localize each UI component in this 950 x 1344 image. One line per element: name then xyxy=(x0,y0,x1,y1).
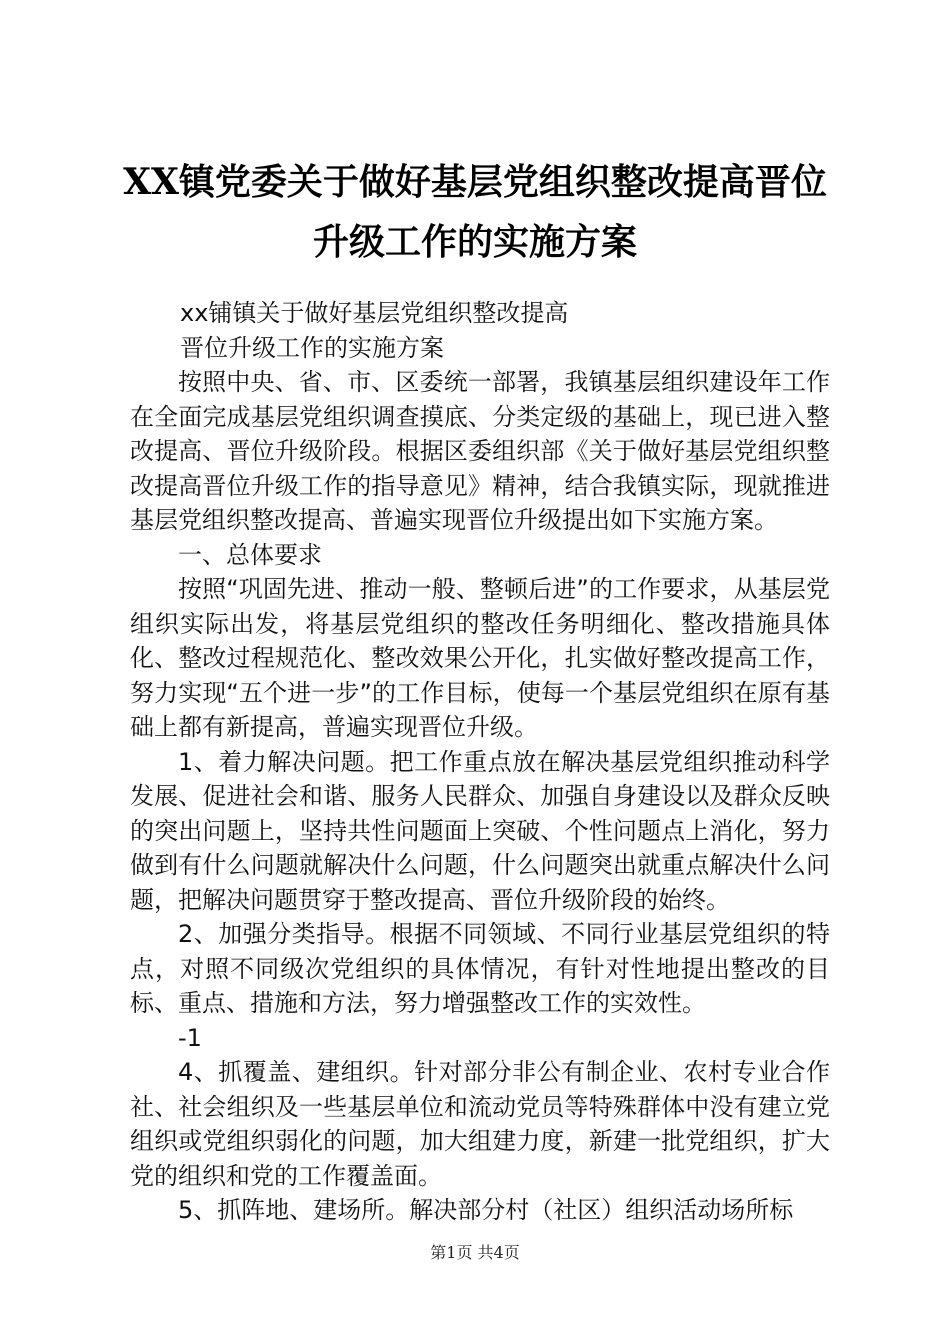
subtitle-line-2: 晋位升级工作的实施方案 xyxy=(180,333,444,362)
document-title-line-1: XX镇党委关于做好基层党组织整改提高晋位 xyxy=(123,161,827,203)
page-marker: -1 xyxy=(178,1023,202,1052)
paragraph-item-2: 2、加强分类指导。根据不同领域、不同行业基层党组织的特点，对照不同级次党组织的具体情况，有针对性地提出整改的目标、重点、措施和方法，努力增强整改工作的实效性。 xyxy=(130,920,830,1017)
subtitle-line-1: xx铺镇关于做好基层党组织整改提高 xyxy=(180,299,569,327)
section-heading-overall-requirements: 一、总体要求 xyxy=(178,540,322,569)
document-title-line-2: 升级工作的实施方案 xyxy=(312,221,637,263)
paragraph-item-1: 1、着力解决问题。把工作重点放在解决基层党组织推动科学发展、促进社会和谐、服务人民群众、加强自身建设以及群众反映的突出问题上，坚持共性问题面上突破、个性问题点上消化，努力做到有什么问题就解决什么问题，什么问题突出就重点解决什么问题，把解决问题贯穿于整改提高、晋位升级阶段的始终。 xyxy=(130,747,830,914)
paragraph-overall-requirements: 按照“巩固先进、推动一般、整顿后进”的工作要求，从基层党组织实际出发，将基层党组织的整改任务明细化、整改措施具体化、整改过程规范化、整改效果公开化，扎实做好整改提高工作，努力实现“五个进一步”的工作目标，使每一个基层党组织在原有基础上都有新提高，普遍实现晋位升级。 xyxy=(130,575,830,741)
paragraph-item-4: 4、抓覆盖、建组织。针对部分非公有制企业、农村专业合作社、社会组织及一些基层单位和流动党员等特殊群体中没有建立党组织或党组织弱化的问题，加大组建力度，新建一批党组织，扩大党的组织和党的工作覆盖面。 xyxy=(130,1058,830,1190)
page-footer: 第1页 共4页 xyxy=(430,1243,520,1262)
document-body xyxy=(130,296,830,1228)
paragraph-intro: 按照中央、省、市、区委统一部署，我镇基层组织建设年工作在全面完成基层党组织调查摸底、分类定级的基础上，现已进入整改提高、晋位升级阶段。根据区委组织部《关于做好基层党组织整改提高晋位升级工作的指导意见》精神，结合我镇实际，现就推进基层党组织整改提高、普遍实现晋位升级提出如下实施方案。 xyxy=(130,368,830,534)
paragraph-item-5: 5、抓阵地、建场所。解决部分村（社区）组织活动场所标 xyxy=(178,1196,794,1224)
